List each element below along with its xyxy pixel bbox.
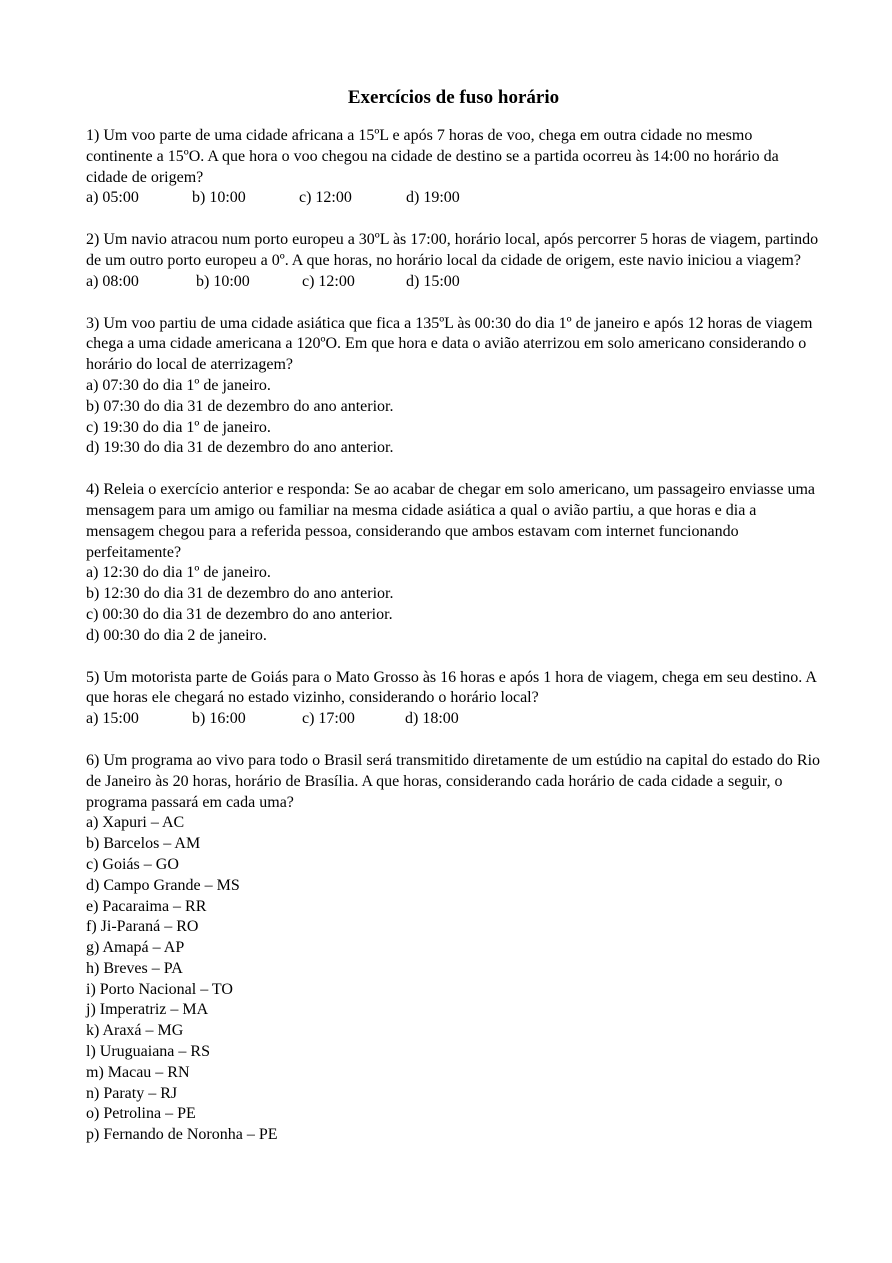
option-a: a) 08:00 — [86, 272, 139, 290]
question-6 — [86, 751, 821, 1146]
question-stem: 5) Um motorista parte de Goiás para o Mato Grosso às 16 horas e após 1 hora de viagem, chega em seu destino. A que horas ele chegará no estado vizinho, considerando o horário local? — [86, 668, 817, 707]
option-h: h) Breves – PA — [86, 959, 183, 977]
option-f: f) Ji-Paraná – RO — [86, 918, 199, 936]
option-o: o) Petrolina – PE — [86, 1105, 196, 1123]
option-d: d) 19:30 do dia 31 de dezembro do ano anterior. — [86, 439, 394, 457]
document-page — [86, 84, 821, 1167]
question-stem: 2) Um navio atracou num porto europeu a 30ºL às 17:00, horário local, após percorrer 5 horas de viagem, partindo de um outro porto europeu a 0º. A que horas, no horário local da cidade de origem, este navio iniciou a viagem? — [86, 231, 819, 269]
option-g: g) Amapá – AP — [86, 939, 185, 957]
answer-options — [86, 376, 821, 459]
option-a: a) 07:30 do dia 1º de janeiro. — [86, 376, 271, 394]
option-k: k) Araxá – MG — [86, 1022, 184, 1040]
question-2 — [86, 230, 821, 292]
answer-options — [86, 563, 821, 646]
answer-options — [86, 813, 821, 1146]
option-c: c) Goiás – GO — [86, 855, 179, 873]
option-j: j) Imperatriz – MA — [86, 1001, 209, 1019]
option-b: b) Barcelos – AM — [86, 835, 201, 853]
option-b: b) 10:00 — [196, 272, 250, 290]
question-stem: 4) Releia o exercício anterior e responda: Se ao acabar de chegar em solo americano, um passageiro enviasse uma mensagem para um amigo ou familiar na mesma cidade asiática a qual o avião partiu, a que horas e dia a mensagem chegou para a referida pessoa, considerando que ambos estavam com internet funcionando perfeitamente? — [86, 481, 816, 561]
option-l: l) Uruguaiana – RS — [86, 1043, 210, 1061]
option-b: b) 10:00 — [192, 189, 246, 207]
page-title: Exercícios de fuso horário — [347, 87, 560, 108]
option-i: i) Porto Nacional – TO — [86, 980, 233, 998]
option-b: b) 12:30 do dia 31 de dezembro do ano anterior. — [86, 585, 394, 603]
option-m: m) Macau – RN — [86, 1063, 190, 1081]
option-c: c) 17:00 — [302, 710, 355, 728]
question-5 — [86, 668, 821, 730]
option-c: c) 12:00 — [302, 272, 355, 290]
question-stem: 1) Um voo parte de uma cidade africana a 15ºL e após 7 horas de voo, chega em outra cidade no mesmo continente a 15ºO. A que hora o voo chegou na cidade de destino se a partida ocorreu às 14:00 no horário da cidade de origem? — [86, 127, 779, 186]
question-4 — [86, 480, 821, 646]
option-d: d) 00:30 do dia 2 de janeiro. — [86, 626, 267, 644]
option-d: d) 15:00 — [406, 272, 460, 290]
question-stem: 6) Um programa ao vivo para todo o Brasil será transmitido diretamente de um estúdio na capital do estado do Rio de Janeiro às 20 horas, horário de Brasília. A que horas, considerando cada horário de cada cidade a seguir, o programa passará em cada uma? — [86, 751, 821, 811]
option-e: e) Pacaraima – RR — [86, 897, 207, 915]
option-c: c) 19:30 do dia 1º de janeiro. — [86, 418, 271, 436]
answer-options — [86, 188, 821, 209]
answer-options — [86, 272, 821, 293]
question-stem: 3) Um voo partiu de uma cidade asiática que fica a 135ºL às 00:30 do dia 1º de janeiro e após 12 horas de viagem chega a uma cidade americana a 120ºO. Em que hora e data o avião aterrizou em solo americano considerando o horário do local de aterrizagem? — [86, 314, 813, 374]
option-a: a) 05:00 — [86, 189, 139, 207]
option-d: d) Campo Grande – MS — [86, 876, 240, 894]
question-1 — [86, 126, 821, 209]
option-c: c) 00:30 do dia 31 de dezembro do ano anterior. — [86, 605, 393, 623]
option-a: a) Xapuri – AC — [86, 814, 185, 832]
option-n: n) Paraty – RJ — [86, 1084, 178, 1102]
option-a: a) 15:00 — [86, 710, 139, 728]
option-p: p) Fernando de Noronha – PE — [86, 1126, 278, 1144]
option-d: d) 19:00 — [406, 189, 460, 207]
question-3 — [86, 314, 821, 460]
option-c: c) 12:00 — [299, 189, 352, 207]
option-d: d) 18:00 — [405, 710, 459, 728]
option-b: b) 07:30 do dia 31 de dezembro do ano anterior. — [86, 397, 394, 415]
answer-options — [86, 709, 821, 730]
option-a: a) 12:30 do dia 1º de janeiro. — [86, 564, 271, 582]
option-b: b) 16:00 — [192, 710, 246, 728]
